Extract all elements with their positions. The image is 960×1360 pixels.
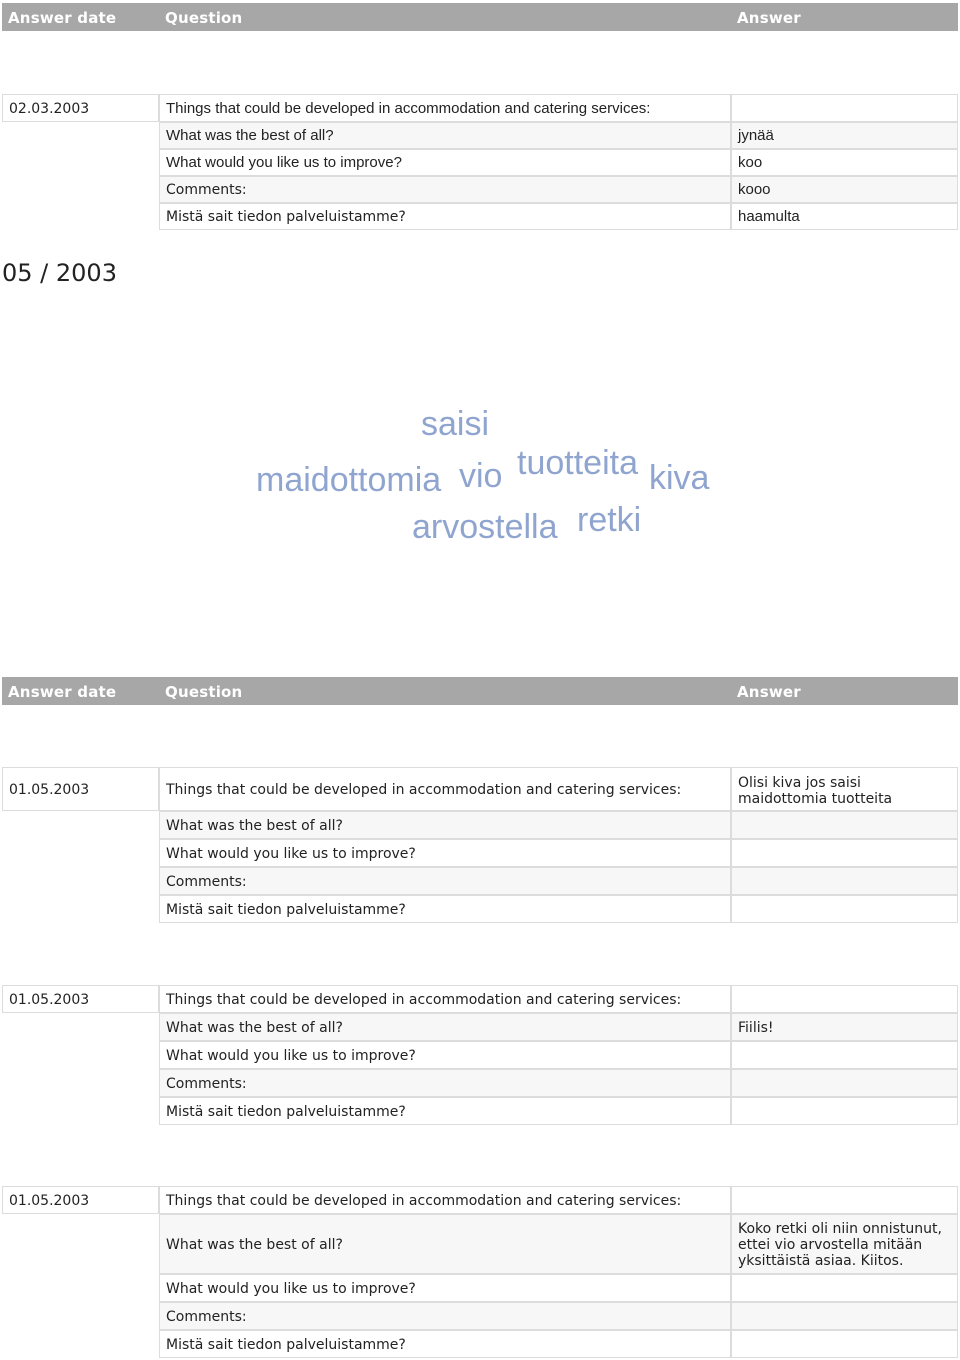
answer-cell bbox=[731, 867, 958, 895]
question-cell bbox=[159, 811, 731, 839]
month-title: 05 / 2003 bbox=[2, 259, 117, 287]
question-cell bbox=[159, 1214, 731, 1274]
question-cell bbox=[159, 122, 731, 149]
answer-text: kooo bbox=[738, 181, 771, 198]
answer-cell bbox=[731, 149, 958, 176]
question-text: What was the best of all? bbox=[166, 818, 343, 834]
answer-text: haamulta bbox=[738, 208, 800, 225]
entry-heading-answer-cell bbox=[731, 94, 958, 122]
question-cell bbox=[159, 867, 731, 895]
answer-text: Olisi kiva jos saisi maidottomia tuotteita bbox=[738, 775, 893, 807]
question-cell bbox=[159, 203, 731, 230]
cloud-word: retki bbox=[577, 501, 642, 539]
question-cell bbox=[159, 895, 731, 923]
entry-date-cell bbox=[2, 94, 159, 122]
question-text: Mistä sait tiedon palveluistamme? bbox=[166, 209, 406, 225]
question-text: What would you like us to improve? bbox=[166, 846, 416, 862]
question-cell bbox=[159, 1041, 731, 1069]
question-text: Mistä sait tiedon palveluistamme? bbox=[166, 902, 406, 918]
entry-heading: Things that could be developed in accommodation and catering services: bbox=[166, 782, 682, 798]
question-text: Comments: bbox=[166, 1309, 247, 1325]
entry-heading-cell bbox=[159, 1186, 731, 1214]
column-header-answer: Answer bbox=[737, 683, 801, 701]
question-text: What would you like us to improve? bbox=[166, 1048, 416, 1064]
answer-cell bbox=[731, 203, 958, 230]
cloud-word: saisi bbox=[421, 405, 490, 443]
question-text: Mistä sait tiedon palveluistamme? bbox=[166, 1104, 406, 1120]
question-cell bbox=[159, 1097, 731, 1125]
question-cell bbox=[159, 1069, 731, 1097]
cloud-word: arvostella bbox=[412, 508, 558, 546]
question-text: What was the best of all? bbox=[166, 127, 334, 144]
entry-date: 01.05.2003 bbox=[9, 782, 90, 798]
entry-heading: Things that could be developed in accommodation and catering services: bbox=[166, 100, 651, 117]
entry-heading: Things that could be developed in accommodation and catering services: bbox=[166, 1193, 682, 1209]
question-text: What was the best of all? bbox=[166, 1237, 343, 1253]
entry-heading: Things that could be developed in accommodation and catering services: bbox=[166, 992, 682, 1008]
entry-date: 02.03.2003 bbox=[9, 101, 90, 117]
question-cell bbox=[159, 1274, 731, 1302]
question-text: Comments: bbox=[166, 1076, 247, 1092]
answer-cell bbox=[731, 1274, 958, 1302]
answer-text: Koko retki oli niin onnistunut, ettei vio arvostella mitään yksittäistä asiaa. Kiitos. bbox=[738, 1221, 942, 1269]
cloud-word: kiva bbox=[649, 459, 710, 497]
answer-text: Fiilis! bbox=[738, 1020, 774, 1036]
question-text: What would you like us to improve? bbox=[166, 1281, 416, 1297]
column-header-question: Question bbox=[165, 9, 243, 27]
answer-cell bbox=[731, 1069, 958, 1097]
entry-date: 01.05.2003 bbox=[9, 992, 90, 1008]
entry-heading-answer-cell bbox=[731, 985, 958, 1013]
answer-cell bbox=[731, 811, 958, 839]
answer-cell bbox=[731, 1013, 958, 1041]
question-text: Mistä sait tiedon palveluistamme? bbox=[166, 1337, 406, 1353]
answer-cell bbox=[731, 1302, 958, 1330]
answer-cell bbox=[731, 1214, 958, 1274]
column-header-date: Answer date bbox=[8, 9, 117, 27]
answer-cell bbox=[731, 839, 958, 867]
question-text: What was the best of all? bbox=[166, 1020, 343, 1036]
entry-heading-cell bbox=[159, 94, 731, 122]
entry-heading-cell bbox=[159, 985, 731, 1013]
entry-date-cell bbox=[2, 1186, 159, 1214]
answer-text: koo bbox=[738, 154, 763, 171]
cloud-word: vio bbox=[459, 457, 503, 495]
answer-cell bbox=[731, 1041, 958, 1069]
question-text: Comments: bbox=[166, 182, 247, 198]
column-header-answer: Answer bbox=[737, 9, 801, 27]
question-cell bbox=[159, 1330, 731, 1358]
table-header bbox=[2, 3, 958, 31]
entry-heading-answer-cell bbox=[731, 767, 958, 811]
question-cell bbox=[159, 149, 731, 176]
question-text: What would you like us to improve? bbox=[166, 154, 402, 171]
entry-heading-answer-cell bbox=[731, 1186, 958, 1214]
cloud-word: maidottomia bbox=[256, 461, 442, 499]
table-header bbox=[2, 677, 958, 705]
answer-cell bbox=[731, 1330, 958, 1358]
answer-cell bbox=[731, 122, 958, 149]
cloud-word: tuotteita bbox=[517, 444, 638, 482]
question-cell bbox=[159, 1013, 731, 1041]
question-text: Comments: bbox=[166, 874, 247, 890]
entry-date-cell bbox=[2, 985, 159, 1013]
entry-date-cell bbox=[2, 767, 159, 811]
answer-cell bbox=[731, 895, 958, 923]
entry-date: 01.05.2003 bbox=[9, 1193, 90, 1209]
column-header-date: Answer date bbox=[8, 683, 117, 701]
question-cell bbox=[159, 1302, 731, 1330]
answer-cell bbox=[731, 176, 958, 203]
question-cell bbox=[159, 839, 731, 867]
entry-heading-cell bbox=[159, 767, 731, 811]
answer-text: jynää bbox=[738, 127, 774, 144]
column-header-question: Question bbox=[165, 683, 243, 701]
question-cell bbox=[159, 176, 731, 203]
answer-cell bbox=[731, 1097, 958, 1125]
